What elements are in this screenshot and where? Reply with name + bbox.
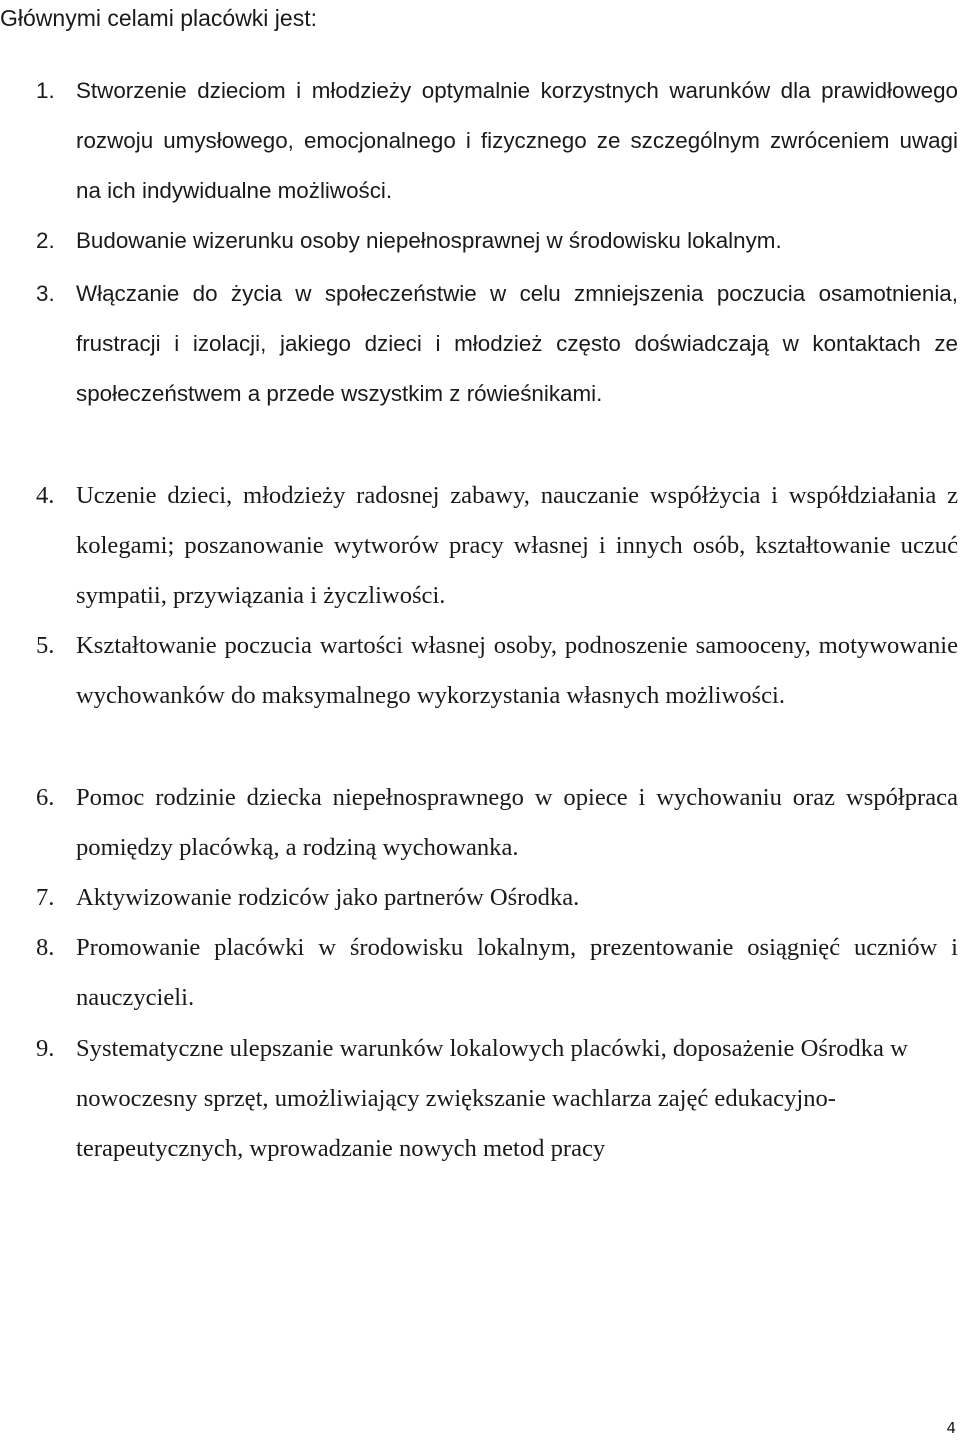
list-item-text: Budowanie wizerunku osoby niepełnosprawnej w środowisku lokalnym. bbox=[76, 228, 782, 253]
list-item-number: 3. bbox=[36, 281, 55, 306]
list-item-number: 1. bbox=[36, 78, 55, 103]
page-heading: Głównymi celami placówki jest: bbox=[0, 5, 317, 31]
list-item-text: Systematyczne ulepszanie warunków lokalowych placówki, doposażenie Ośrodka w nowoczesny sprzęt, umożliwiający zwiększanie wachlarza zajęć edukacyjno-terapeutycznych, wprowadzanie nowych metod pracy bbox=[76, 1035, 908, 1162]
list-item-number: 8. bbox=[36, 934, 55, 961]
list-item-number: 9. bbox=[36, 1035, 55, 1062]
list-item-text: Promowanie placówki w środowisku lokalnym, prezentowanie osiągnięć uczniów i nauczycieli. bbox=[76, 934, 958, 1011]
list-item-number: 5. bbox=[36, 632, 55, 659]
list-item-text: Uczenie dzieci, młodzieży radosnej zabawy, nauczanie współżycia i współdziałania z kolegami; poszanowanie wytworów pracy własnej i innych osób, kształtowanie uczuć sympatii, przywiązania i życzliwości. bbox=[76, 482, 958, 609]
page-number: 4 bbox=[946, 1419, 956, 1437]
list-item-text: Aktywizowanie rodziców jako partnerów Ośrodka. bbox=[76, 884, 580, 911]
list-item-number: 2. bbox=[36, 228, 55, 253]
list-item-number: 6. bbox=[36, 784, 55, 811]
list-item-text: Stworzenie dzieciom i młodzieży optymalnie korzystnych warunków dla prawidłowego rozwoju umysłowego, emocjonalnego i fizycznego ze szczególnym zwróceniem uwagi na ich indywidualne możliwości. bbox=[76, 78, 958, 203]
list-item-text: Pomoc rodzinie dziecka niepełnosprawnego w opiece i wychowaniu oraz współpraca pomiędzy placówką, a rodziną wychowanka. bbox=[76, 784, 958, 861]
list-item-number: 7. bbox=[36, 884, 55, 911]
list-item-text: Kształtowanie poczucia wartości własnej osoby, podnoszenie samooceny, motywowanie wychowanków do maksymalnego wykorzystania własnych możliwości. bbox=[76, 632, 958, 709]
list-item-text: Włączanie do życia w społeczeństwie w celu zmniejszenia poczucia osamotnienia, frustracji i izolacji, jakiego dzieci i młodzież często doświadczają w kontaktach ze społeczeństwem a przede wszystkim z rówieśnikami. bbox=[76, 281, 958, 406]
list-item-number: 4. bbox=[36, 482, 55, 509]
